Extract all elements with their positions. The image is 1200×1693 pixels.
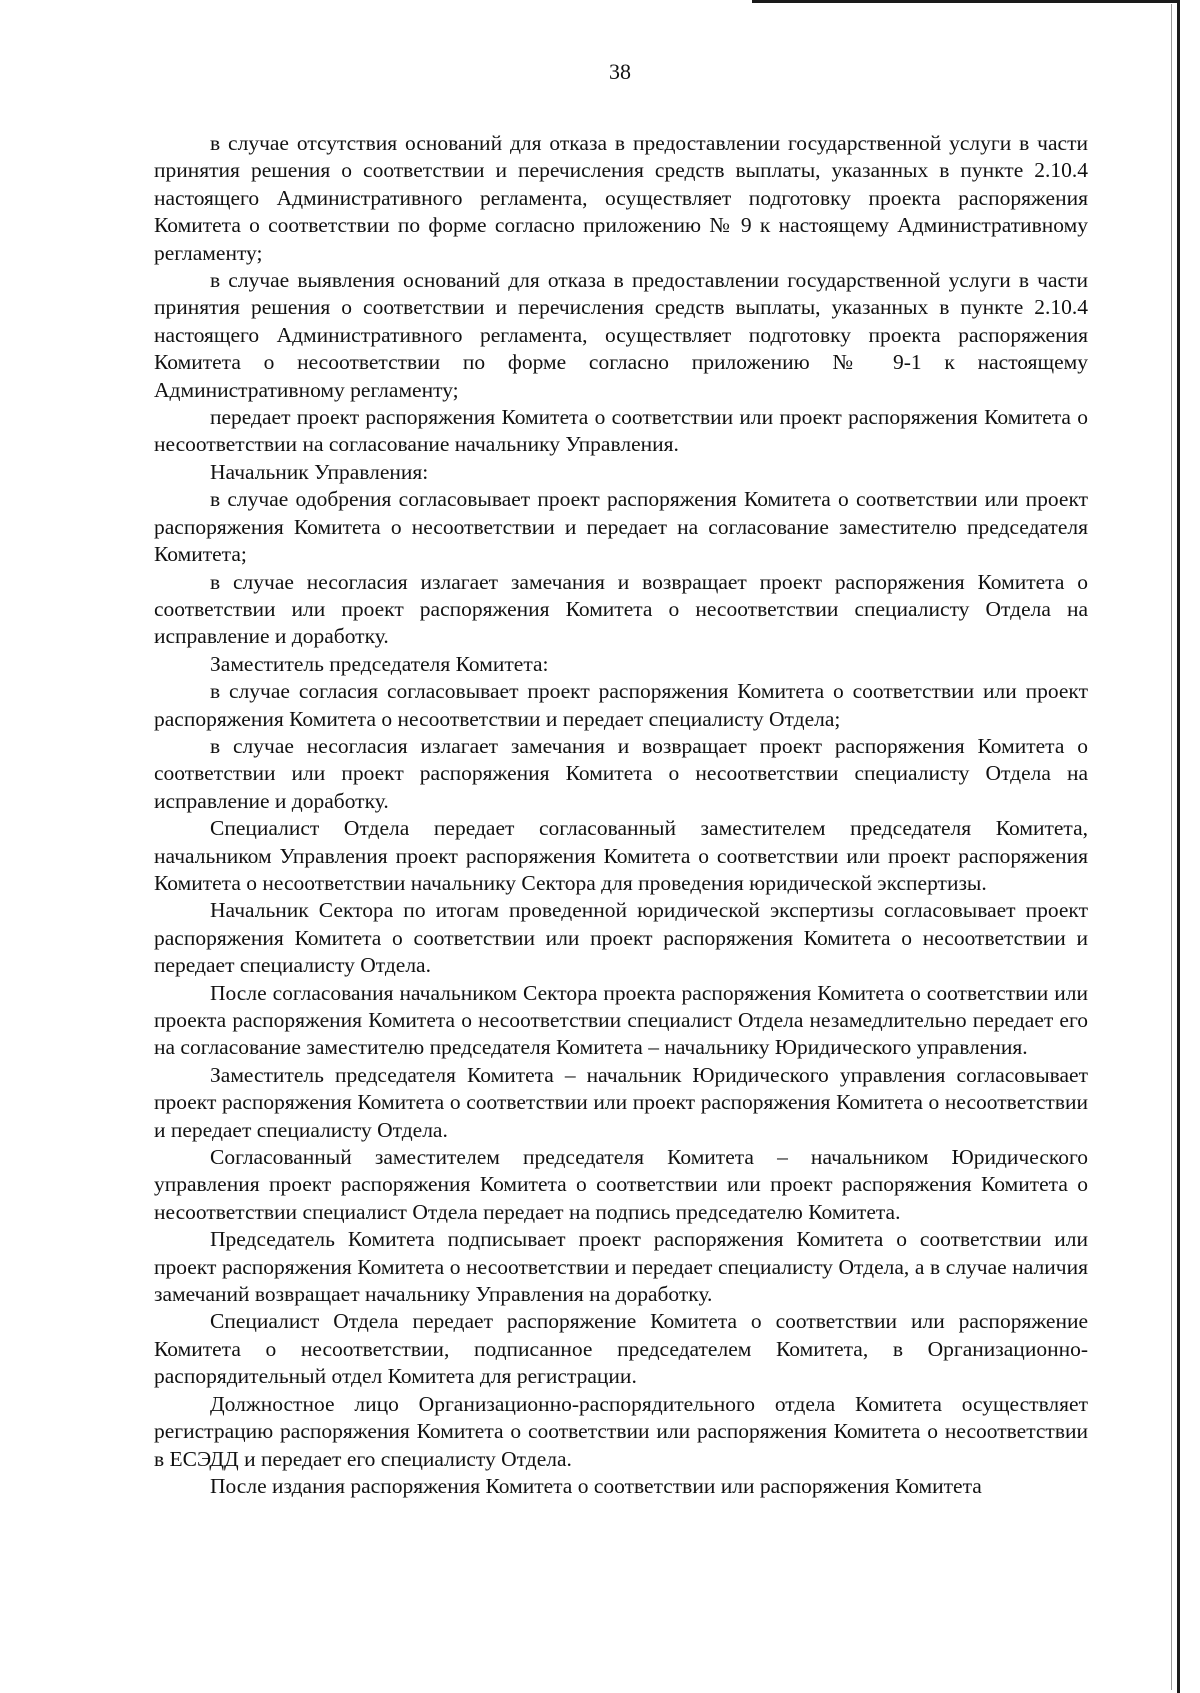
paragraph: в случае выявления оснований для отказа в предоставлении государственной услуги в части принятия решения о соответствии и перечисления средств выплаты, указанных в пункте 2.10.4 настоящего Административного регламента, осуществляет подготовку проекта распоряжения Комитета о несоответствии по форме согласно приложению № 9-1 к настоящему Административному регламенту;	[154, 268, 1088, 402]
paragraph: Согласованный заместителем председателя Комитета – начальником Юридического управления проект распоряжения Комитета о соответствии или проект распоряжения Комитета о несоответствии специалист Отдела передает на подпись председателю Комитета.	[154, 1145, 1088, 1224]
paragraph: Начальник Управления:	[210, 459, 429, 484]
scan-edge-top-border	[752, 0, 1180, 3]
paragraph: в случае отсутствия оснований для отказа в предоставлении государственной услуги в части принятия решения о соответствии и перечисления средств выплаты, указанных в пункте 2.10.4 настоящего Административного регламента, осуществляет подготовку проекта распоряжения Комитета о соответствии по форме согласно приложению № 9 к настоящему Административному регламенту;	[154, 131, 1088, 265]
paragraph: Заместитель председателя Комитета – начальник Юридического управления согласовывает проект распоряжения Комитета о соответствии или проект распоряжения Комитета о несоответствии и передает специалисту Отдела.	[154, 1062, 1088, 1142]
scan-edge-right-border	[1177, 0, 1180, 1693]
paragraph: в случае несогласия излагает замечания и возвращает проект распоряжения Комитета о соответствии или проект распоряжения Комитета о несоответствии специалисту Отдела на исправление и доработку.	[154, 733, 1088, 813]
paragraph: Специалист Отдела передает распоряжение Комитета о соответствии или распоряжение Комитета о несоответствии, подписанное председателем Комитета, в Организационно-распорядительный отдел Комитета для регистрации.	[154, 1309, 1088, 1389]
page-number: 38	[609, 59, 631, 84]
paragraph: После издания распоряжения Комитета о соответствии или распоряжения Комитета	[210, 1473, 982, 1498]
paragraph: передает проект распоряжения Комитета о соответствии или проект распоряжения Комитета о несоответствии на согласование начальнику Управления.	[154, 405, 1088, 457]
paragraph: в случае несогласия излагает замечания и возвращает проект распоряжения Комитета о соответствии или проект распоряжения Комитета о несоответствии специалисту Отдела на исправление и доработку.	[154, 569, 1088, 649]
document-body	[154, 130, 1088, 1500]
paragraph: Начальник Сектора по итогам проведенной юридической экспертизы согласовывает проект распоряжения Комитета о соответствии или проект распоряжения Комитета о несоответствии и передает специалисту Отдела.	[154, 898, 1088, 978]
scan-edge-right-inner-line	[1171, 4, 1172, 1690]
paragraph: Председатель Комитета подписывает проект распоряжения Комитета о соответствии или проект распоряжения Комитета о несоответствии и передает специалисту Отдела, а в случае наличия замечаний возвращает начальнику Управления на доработку.	[154, 1227, 1088, 1307]
paragraph: После согласования начальником Сектора проекта распоряжения Комитета о соответствии или проекта распоряжения Комитета о несоответствии специалист Отдела незамедлительно передает его на согласование заместителю председателя Комитета – начальнику Юридического управления.	[154, 980, 1088, 1060]
paragraph: Должностное лицо Организационно-распорядительного отдела Комитета осуществляет регистрацию распоряжения Комитета о соответствии или распоряжения Комитета о несоответствии в ЕСЭДД и передает его специалисту Отдела.	[154, 1391, 1088, 1471]
paragraph: Специалист Отдела передает согласованный заместителем председателя Комитета, начальником Управления проект распоряжения Комитета о соответствии или проект распоряжения Комитета о несоответствии начальнику Сектора для проведения юридической экспертизы.	[154, 816, 1088, 895]
paragraph: в случае одобрения согласовывает проект распоряжения Комитета о соответствии или проект распоряжения Комитета о несоответствии и передает на согласование заместителю председателя Комитета;	[154, 487, 1088, 567]
paragraph: Заместитель председателя Комитета:	[210, 651, 549, 676]
paragraph: в случае согласия согласовывает проект распоряжения Комитета о соответствии или проект распоряжения Комитета о несоответствии и передает специалисту Отдела;	[154, 679, 1088, 731]
